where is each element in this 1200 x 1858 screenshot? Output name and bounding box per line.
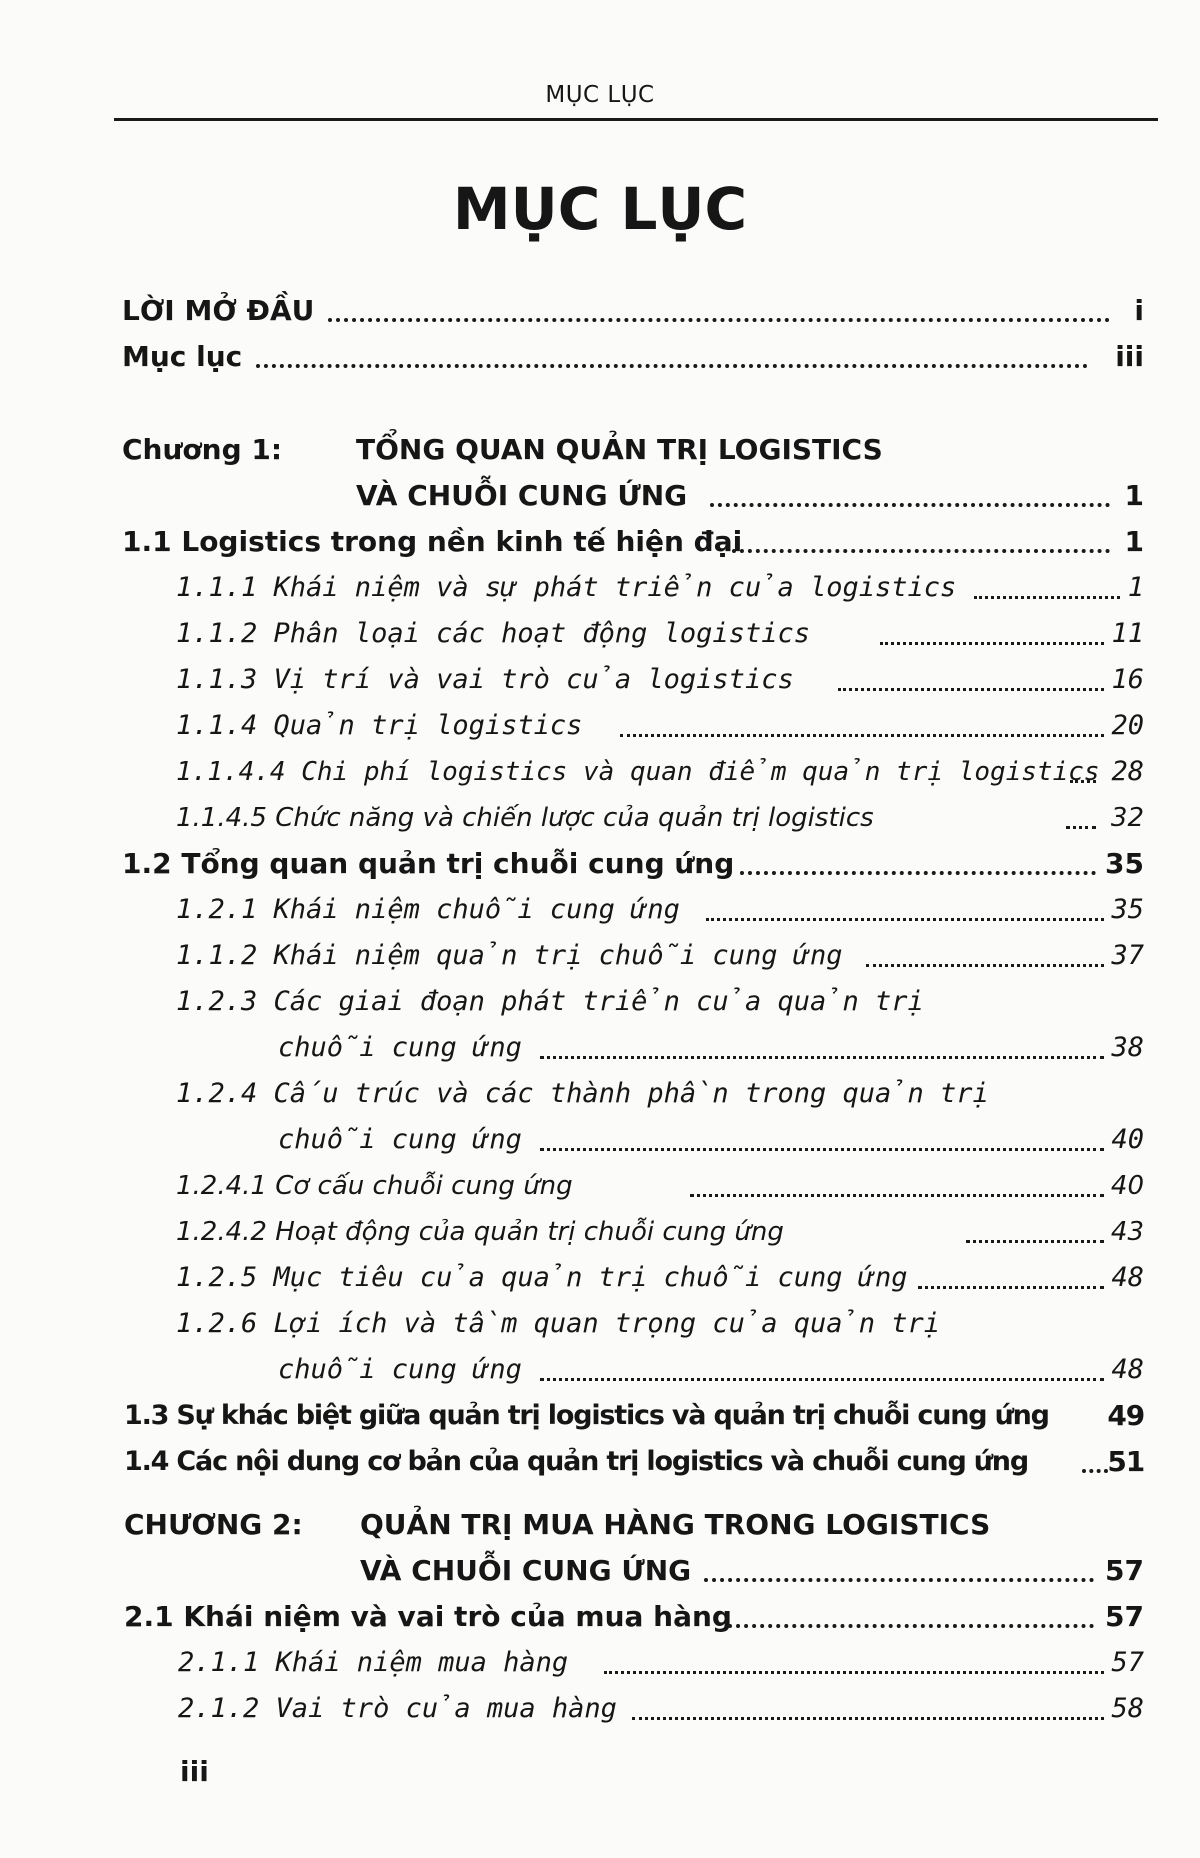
dot-leader xyxy=(706,918,1104,921)
toc-entry-label: 1.2.5 Mục tiêu của quản trị chuỗi cung ứng xyxy=(176,1262,908,1293)
toc-entry-page: 58 xyxy=(1111,1693,1144,1724)
running-header: MỤC LỤC xyxy=(545,82,655,108)
chapter-number: Chương 1: xyxy=(122,433,283,466)
dot-leader xyxy=(838,688,1104,691)
toc-entry-1-2-4-1 xyxy=(0,1163,1200,1209)
toc-entry-label: chuỗi cung ứng xyxy=(278,1354,522,1385)
dot-leader xyxy=(328,318,1110,322)
toc-entry-label: chuỗi cung ứng xyxy=(278,1124,522,1155)
toc-entry-label: 1.1.2 Khái niệm quản trị chuỗi cung ứng xyxy=(176,940,843,971)
toc-entry-label: 1.2.4.2 Hoạt động của quản trị chuỗi cung ứng xyxy=(176,1217,784,1247)
chapter-title-line2: VÀ CHUỖI CUNG ỨNG xyxy=(360,1554,692,1587)
toc-entry-label: 1.3 Sự khác biệt giữa quản trị logistics và quản trị chuỗi cung ứng xyxy=(124,1400,1049,1431)
toc-entry-label: 2.1 Khái niệm và vai trò của mua hàng xyxy=(124,1600,732,1633)
toc-entry-page: 37 xyxy=(1111,940,1144,971)
toc-entry-1-2-5 xyxy=(0,1255,1200,1301)
toc-entry-page: 49 xyxy=(1107,1399,1144,1432)
toc-chapter-2-heading xyxy=(0,1502,1200,1548)
dot-leader xyxy=(918,1286,1104,1289)
toc-entry-page: iii xyxy=(1115,340,1144,373)
dot-leader xyxy=(732,549,1110,553)
toc-chapter-1-heading xyxy=(0,427,1200,473)
toc-chapter-2-heading-cont xyxy=(0,1548,1200,1594)
dot-leader xyxy=(704,1578,1094,1582)
page-number: iii xyxy=(180,1755,209,1788)
toc-entry-page: 20 xyxy=(1111,710,1144,741)
dot-leader xyxy=(690,1194,1104,1197)
toc-entry-1-2-4-cont xyxy=(0,1117,1200,1163)
dot-leader xyxy=(1066,826,1096,829)
toc-entry-label: 1.2.3 Các giai đoạn phát triển của quản trị xyxy=(176,986,924,1017)
dot-leader xyxy=(1082,1469,1108,1473)
toc-entry-label: 1.2.4.1 Cơ cấu chuỗi cung ứng xyxy=(176,1171,573,1201)
dot-leader xyxy=(604,1671,1104,1674)
toc-entry-page: 57 xyxy=(1105,1600,1144,1633)
dot-leader xyxy=(728,1624,1094,1628)
dot-leader xyxy=(632,1717,1104,1720)
toc-entry-1-1 xyxy=(0,519,1200,565)
toc-entry-page: 43 xyxy=(1110,1217,1144,1247)
toc-entry-1-2-4-2 xyxy=(0,1209,1200,1255)
toc-entry-label: 1.2.4 Cấu trúc và các thành phần trong quản trị xyxy=(176,1078,989,1109)
page-title: MỤC LỤC xyxy=(452,175,748,243)
toc-entry-label: 1.2.6 Lợi ích và tầm quan trọng của quản trị xyxy=(176,1308,941,1339)
toc-entry-label: 1.1.3 Vị trí và vai trò của logistics xyxy=(176,664,794,695)
toc-entry-label: 1.1.2 Phân loại các hoạt động logistics xyxy=(176,618,810,649)
toc-entry-1-3 xyxy=(0,1393,1200,1439)
toc-entry-page: 16 xyxy=(1111,664,1144,695)
toc-entry-page: 1 xyxy=(1124,525,1144,558)
dot-leader xyxy=(256,364,1088,368)
toc-entry-page: 51 xyxy=(1107,1445,1144,1478)
toc-entry-page: 28 xyxy=(1111,756,1144,787)
toc-entry-label: 1.4 Các nội dung cơ bản của quản trị logistics và chuỗi cung ứng xyxy=(124,1446,1028,1477)
toc-entry-1-1-2 xyxy=(0,611,1200,657)
chapter-title-line1: TỔNG QUAN QUẢN TRỊ LOGISTICS xyxy=(356,433,883,466)
chapter-title-line1: QUẢN TRỊ MUA HÀNG TRONG LOGISTICS xyxy=(360,1508,991,1541)
toc-entry-label: 1.1.4.5 Chức năng và chiến lược của quản trị logistics xyxy=(176,803,874,833)
toc-entry-page: 48 xyxy=(1111,1354,1144,1385)
toc-entry-page: 40 xyxy=(1110,1171,1144,1201)
chapter-title-line2: VÀ CHUỖI CUNG ỨNG xyxy=(356,479,688,512)
toc-entry-label: 2.1.2 Vai trò của mua hàng xyxy=(178,1693,617,1724)
toc-entry-label: 1.1.4 Quản trị logistics xyxy=(176,710,583,741)
toc-entry-label: 1.1.4.4 Chi phí logistics và quan điểm quản trị logistics xyxy=(176,757,1100,787)
toc-entry-1-1-2-b xyxy=(0,933,1200,979)
toc-entry-1-1-1 xyxy=(0,565,1200,611)
toc-entry-1-2-3 xyxy=(0,979,1200,1025)
toc-entry-label: LỜI MỞ ĐẦU xyxy=(122,294,315,327)
dot-leader xyxy=(866,964,1104,967)
toc-entry-2-1-1 xyxy=(0,1640,1200,1686)
toc-entry-1-2-1 xyxy=(0,887,1200,933)
toc-entry-1-2-4 xyxy=(0,1071,1200,1117)
toc-entry-label: 1.2 Tổng quan quản trị chuỗi cung ứng xyxy=(122,847,735,880)
toc-entry-page: 48 xyxy=(1111,1262,1144,1293)
toc-entry-label: 1.1 Logistics trong nền kinh tế hiện đại xyxy=(122,525,743,558)
toc-entry-1-2 xyxy=(0,841,1200,887)
toc-entry-page: 35 xyxy=(1105,847,1144,880)
toc-entry-2-1 xyxy=(0,1594,1200,1640)
toc-entry-page: 1 xyxy=(1124,479,1144,512)
toc-entry-label: 1.2.1 Khái niệm chuỗi cung ứng xyxy=(176,894,680,925)
toc-entry-label: 2.1.1 Khái niệm mua hàng xyxy=(178,1647,569,1678)
toc-chapter-1-heading-cont xyxy=(0,473,1200,519)
toc-entry-2-1-2 xyxy=(0,1686,1200,1732)
toc-entry-label: 1.1.1 Khái niệm và sự phát triển của logistics xyxy=(176,572,957,603)
toc-entry-label: Mục lục xyxy=(122,340,243,373)
toc-entry-page: 11 xyxy=(1111,618,1144,649)
toc-entry-1-2-3-cont xyxy=(0,1025,1200,1071)
dot-leader xyxy=(540,1378,1104,1381)
dot-leader xyxy=(880,642,1104,645)
chapter-number: CHƯƠNG 2: xyxy=(124,1508,303,1541)
toc-entry-page: 57 xyxy=(1105,1554,1144,1587)
toc-entry-1-1-4-5 xyxy=(0,795,1200,841)
toc-entry-page: i xyxy=(1134,294,1144,327)
toc-entry-page: 35 xyxy=(1111,894,1144,925)
dot-leader xyxy=(620,734,1104,737)
toc-entry-page: 57 xyxy=(1111,1647,1144,1678)
toc-entry-page: 40 xyxy=(1111,1124,1144,1155)
dot-leader xyxy=(740,871,1096,875)
dot-leader xyxy=(974,596,1120,599)
toc-entry-1-2-6-cont xyxy=(0,1347,1200,1393)
toc-entry-label: chuỗi cung ứng xyxy=(278,1032,522,1063)
toc-entry-1-2-6 xyxy=(0,1301,1200,1347)
dot-leader xyxy=(1070,780,1096,783)
toc-entry-page: 38 xyxy=(1111,1032,1144,1063)
toc-entry-1-1-4 xyxy=(0,703,1200,749)
toc-entry-preface xyxy=(0,288,1200,334)
toc-entry-1-1-3 xyxy=(0,657,1200,703)
dot-leader xyxy=(710,503,1110,507)
toc-entry-1-4 xyxy=(0,1439,1200,1485)
toc-entry-page: 1 xyxy=(1127,572,1144,603)
dot-leader xyxy=(540,1056,1104,1059)
toc-entry-1-1-4-4 xyxy=(0,749,1200,795)
dot-leader xyxy=(540,1148,1104,1151)
toc-entry-page: 32 xyxy=(1110,803,1144,833)
toc-entry-contents xyxy=(0,334,1200,380)
dot-leader xyxy=(966,1240,1104,1243)
